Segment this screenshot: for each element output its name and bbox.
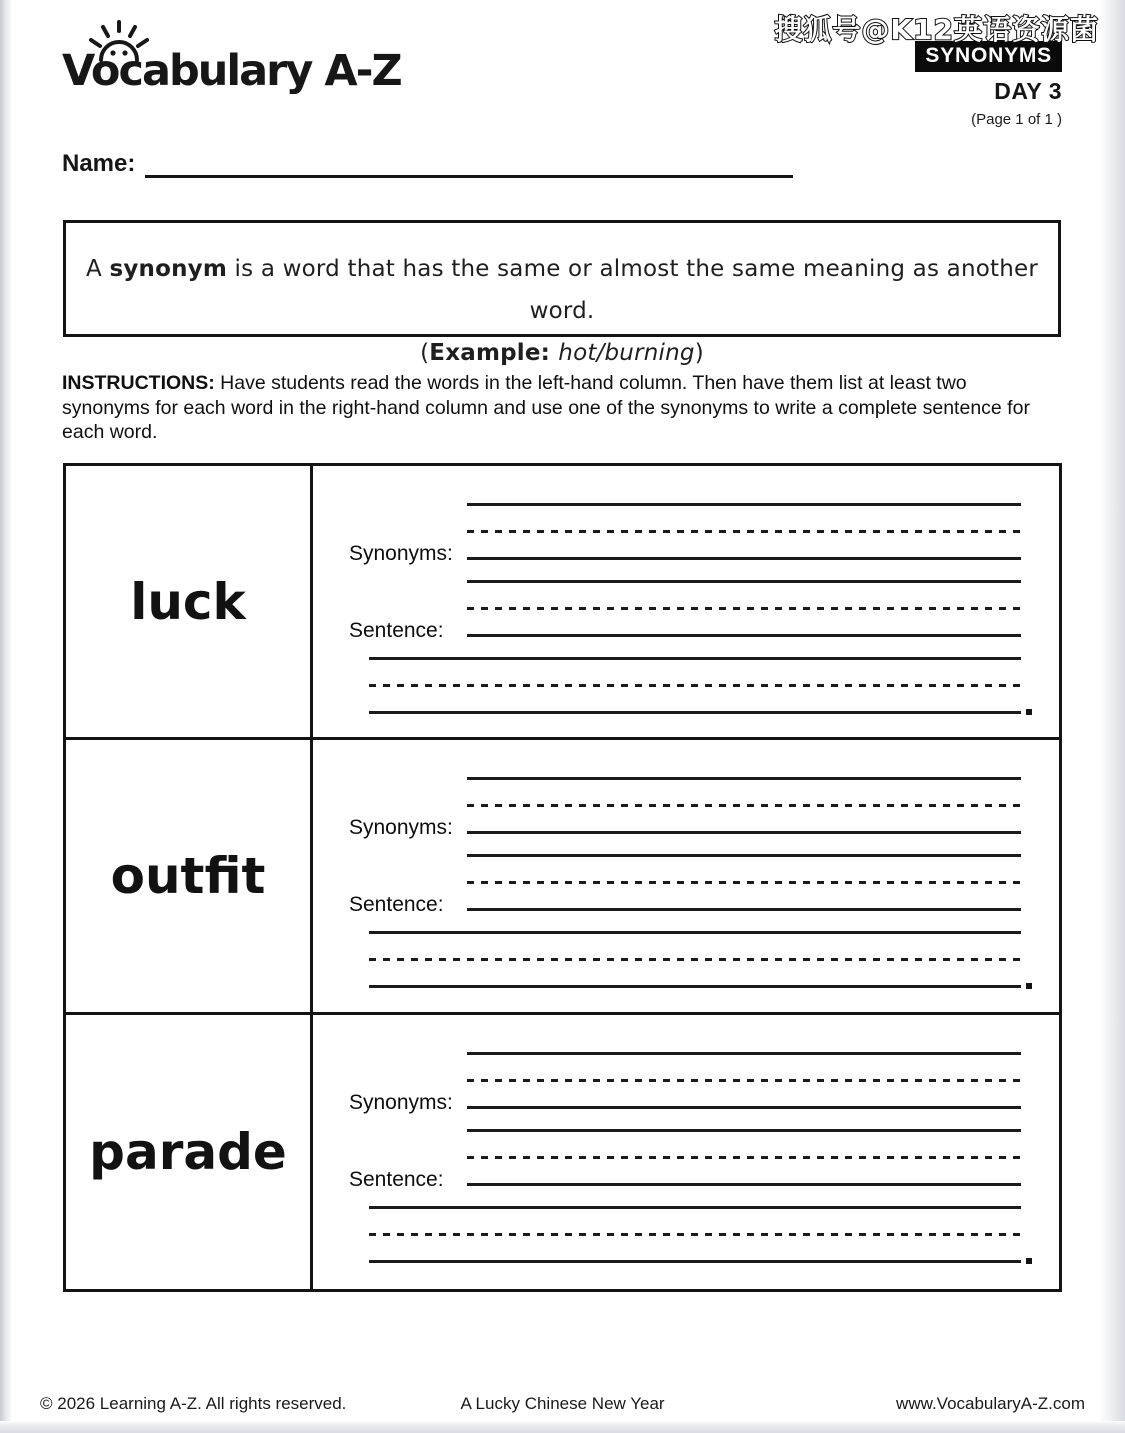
name-blank-line [145,152,793,178]
definition-sentence [66,248,1058,332]
definition-body: is a word that has the same or almost the same meaning as another word. [227,256,1039,324]
synonyms-badge: SYNONYMS [915,41,1062,72]
end-period-dot [1026,1258,1032,1264]
page-edge-left [0,0,11,1433]
writing-line-solid [369,711,1021,714]
writing-line-dashed [369,958,1021,961]
vocabulary-az-logo [62,46,401,96]
writing-line-dashed [467,1079,1021,1082]
writing-line-solid [369,657,1021,660]
writing-line-solid [467,503,1021,506]
writing-lines-continuation [369,931,1021,988]
footer-copyright: © 2026 Learning A-Z. All rights reserved. [40,1394,347,1413]
synonyms-field [349,1052,1021,1114]
writing-line-solid [467,1052,1021,1055]
end-period-dot [1026,983,1032,989]
answer-cell-parade [313,1015,1059,1289]
end-period-dot [1026,709,1032,715]
sentence-field [349,854,1021,917]
word-label: outfit [110,846,266,905]
word-label: luck [130,572,246,631]
definition-lead: A [85,256,110,282]
writing-line-solid [467,777,1021,780]
writing-lines-sentence [467,1129,1021,1186]
worksheet-table [63,463,1062,1292]
definition-example [66,332,1058,374]
writing-line-solid [467,1183,1021,1186]
example-open-paren: ( [420,340,430,366]
writing-lines-continuation [369,1206,1021,1263]
footer-lesson-title: A Lucky Chinese New Year [460,1394,665,1413]
sentence-label: Sentence: [349,1167,444,1191]
instructions-paragraph [62,371,1042,445]
writing-lines-synonyms [467,1052,1021,1109]
writing-line-solid [467,831,1021,834]
writing-line-solid [467,1129,1021,1132]
writing-line-solid [369,1206,1021,1209]
synonyms-label: Synonyms: [349,816,453,840]
page-edge-right [1099,0,1125,1433]
sentence-field [349,580,1021,642]
writing-line-solid [467,908,1021,911]
writing-line-solid [369,1260,1021,1263]
name-row [62,150,793,178]
writing-line-solid [467,580,1021,583]
word-label: parade [89,1122,287,1181]
page-footer [40,1394,1085,1414]
writing-line-dashed [467,1156,1021,1159]
writing-line-solid [369,931,1021,934]
synonyms-field [349,503,1021,565]
writing-line-solid [467,634,1021,637]
answer-cell-outfit [313,740,1059,1014]
synonyms-label: Synonyms: [349,1090,453,1114]
writing-line-dashed [369,1233,1021,1236]
writing-line-solid [467,557,1021,560]
synonyms-field [349,777,1021,840]
writing-lines-sentence [467,854,1021,911]
word-cell-luck [66,466,313,740]
example-close-paren: ) [694,340,704,366]
synonyms-label: Synonyms: [349,542,453,565]
writing-line-dashed [467,804,1021,807]
logo-text: Vocabulary A-Z [62,46,401,96]
writing-lines-synonyms [467,503,1021,560]
footer-website: www.VocabularyA-Z.com [896,1394,1085,1413]
writing-line-dashed [467,881,1021,884]
instructions-text: Have students read the words in the left-hand column. Then have them list at least two synonyms for each word in the right-hand column and use one of the synonyms to write a complete sentence for each word. [62,372,1030,443]
day-label: DAY 3 [994,78,1062,104]
definition-term: synonym [109,256,228,282]
example-label: Example: [429,340,559,366]
page-edge-bottom [0,1421,1125,1433]
page-count-label: (Page 1 of 1 ) [971,111,1062,128]
writing-line-solid [467,1106,1021,1109]
word-cell-outfit [66,740,313,1014]
sentence-label: Sentence: [349,619,444,642]
writing-line-solid [369,985,1021,988]
example-value: hot/burning [558,340,695,366]
answer-cell-luck [313,466,1059,740]
writing-lines-sentence [467,580,1021,637]
name-label: Name: [62,150,136,177]
header-right [915,41,1062,128]
writing-lines-continuation [369,657,1021,714]
writing-line-dashed [369,684,1021,687]
definition-box [63,220,1061,366]
sentence-label: Sentence: [349,893,444,917]
writing-line-solid [467,854,1021,857]
writing-lines-synonyms [467,777,1021,834]
watermark-text: 搜狐号@K12英语资源菌 [774,13,1099,46]
sentence-field [349,1129,1021,1191]
instructions-label: INSTRUCTIONS: [62,372,215,394]
word-cell-parade [66,1015,313,1289]
writing-line-dashed [467,607,1021,610]
writing-line-dashed [467,530,1021,533]
